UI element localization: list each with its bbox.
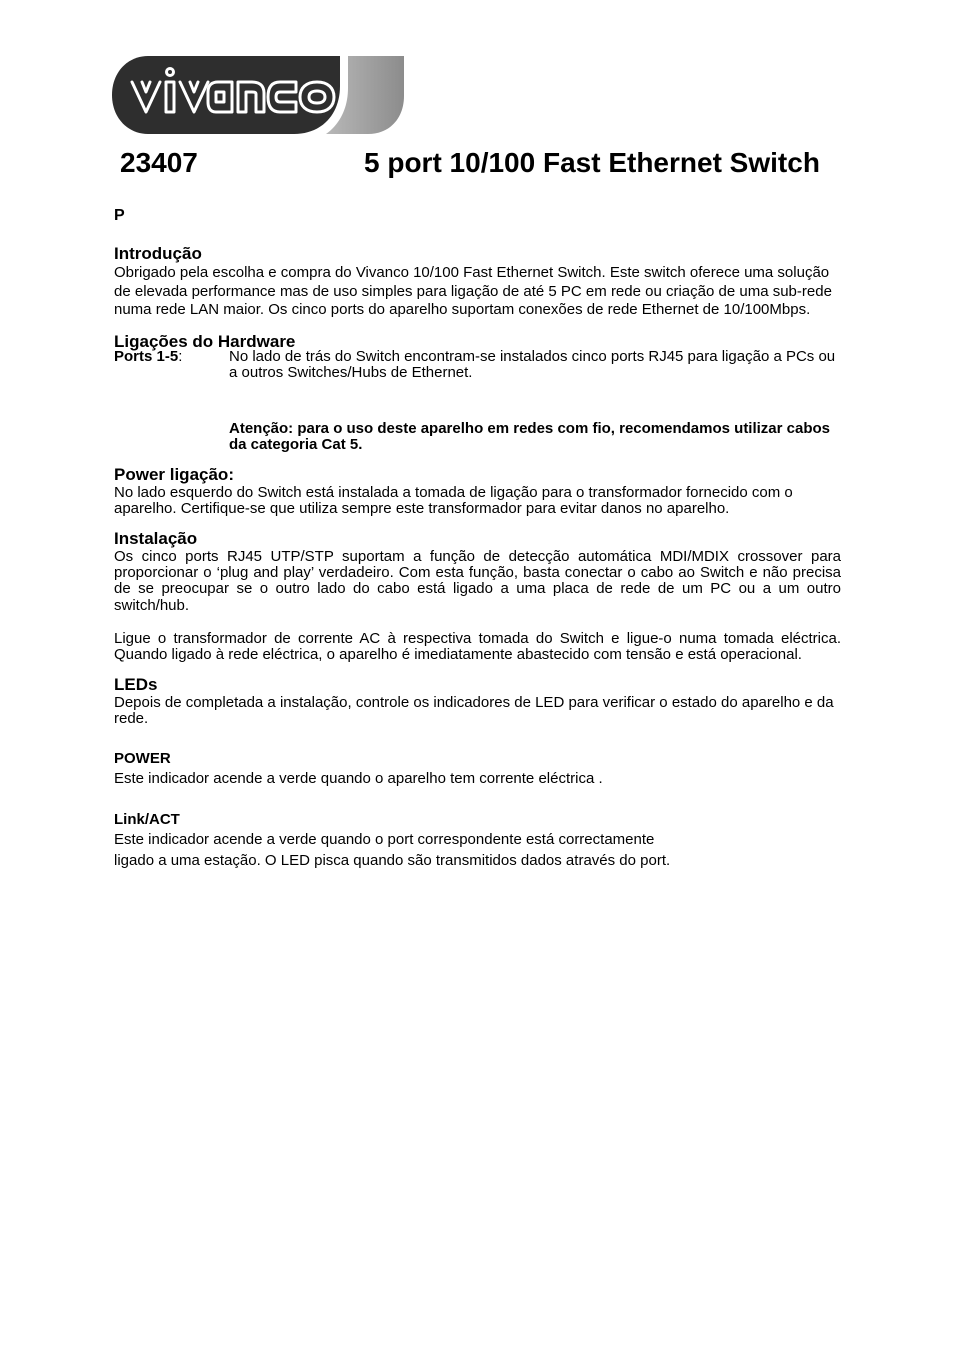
ports-description: No lado de trás do Switch encontram-se instalados cinco ports RJ45 para ligação a PCs ou a outros Switches/Hubs de Ethernet. — [229, 347, 836, 381]
ports-label: Ports 1-5: — [114, 347, 183, 365]
model-number: 23407 — [120, 147, 198, 178]
document-header — [120, 147, 860, 181]
ports-row — [114, 349, 841, 381]
document-body — [114, 207, 841, 871]
install-paragraph-1: Os cinco ports RJ45 UTP/STP suportam a função de detecção automática MDI/MDIX crossover para proporcionar o ‘plug and play’ verdadeiro. Com esta função, basta conectar o cabo ao Switch e não precisa de se preocupar se o outro lado do cabo está ligado a uma placa de rede de um PC ou a um outro switch/hub. — [114, 547, 841, 614]
link-led-title: Link/ACT — [114, 810, 180, 828]
install-paragraph-2: Ligue o transformador de corrente AC à respectiva tomada do Switch e ligue-o numa tomada eléctrica. Quando ligado à rede eléctrica, o aparelho é imediatamente abastecido com tensão e está operacional. — [114, 629, 841, 663]
link-led-text-2: ligado a uma estação. O LED pisca quando são transmitidos dados através do port. — [114, 851, 671, 869]
attention-note: Atenção: para o uso deste aparelho em redes com fio, recomendamos utilizar cabos da categoria Cat 5. — [229, 419, 831, 453]
section-title-power: Power ligação: — [114, 464, 234, 484]
vivanco-logo — [112, 56, 404, 134]
leds-paragraph: Depois de completada a instalação, controle os indicadores de LED para verificar o estado do aparelho e da rede. — [114, 694, 834, 728]
section-title-leds: LEDs — [114, 675, 158, 695]
product-title: 5 port 10/100 Fast Ethernet Switch — [364, 147, 820, 178]
link-led-text-1: Este indicador acende a verde quando o port correspondente está correctamente — [114, 830, 655, 848]
power-led-title: POWER — [114, 749, 171, 767]
section-title-install: Instalação — [114, 528, 198, 548]
language-marker: P — [114, 207, 125, 224]
intro-paragraph: Obrigado pela escolha e compra do Vivanco 10/100 Fast Ethernet Switch. Este switch oferece uma solução de elevada performance mas de uso simples para ligação de até 5 PC em rede ou criação de uma sub-rede numa rede LAN maior. Os cinco ports do aparelho suportam conexões de rede Ethernet de 10/100Mbps. — [114, 264, 832, 318]
power-led-text: Este indicador acende a verde quando o aparelho tem corrente eléctrica . — [114, 769, 603, 787]
section-title-hardware: Ligações do Hardware — [114, 331, 296, 351]
section-title-intro: Introdução — [114, 244, 202, 263]
power-paragraph: No lado esquerdo do Switch está instalada a tomada de ligação para o transformador fornecido com o aparelho. Certifique-se que utiliza sempre este transformador para evitar danos no aparelho. — [114, 483, 793, 517]
